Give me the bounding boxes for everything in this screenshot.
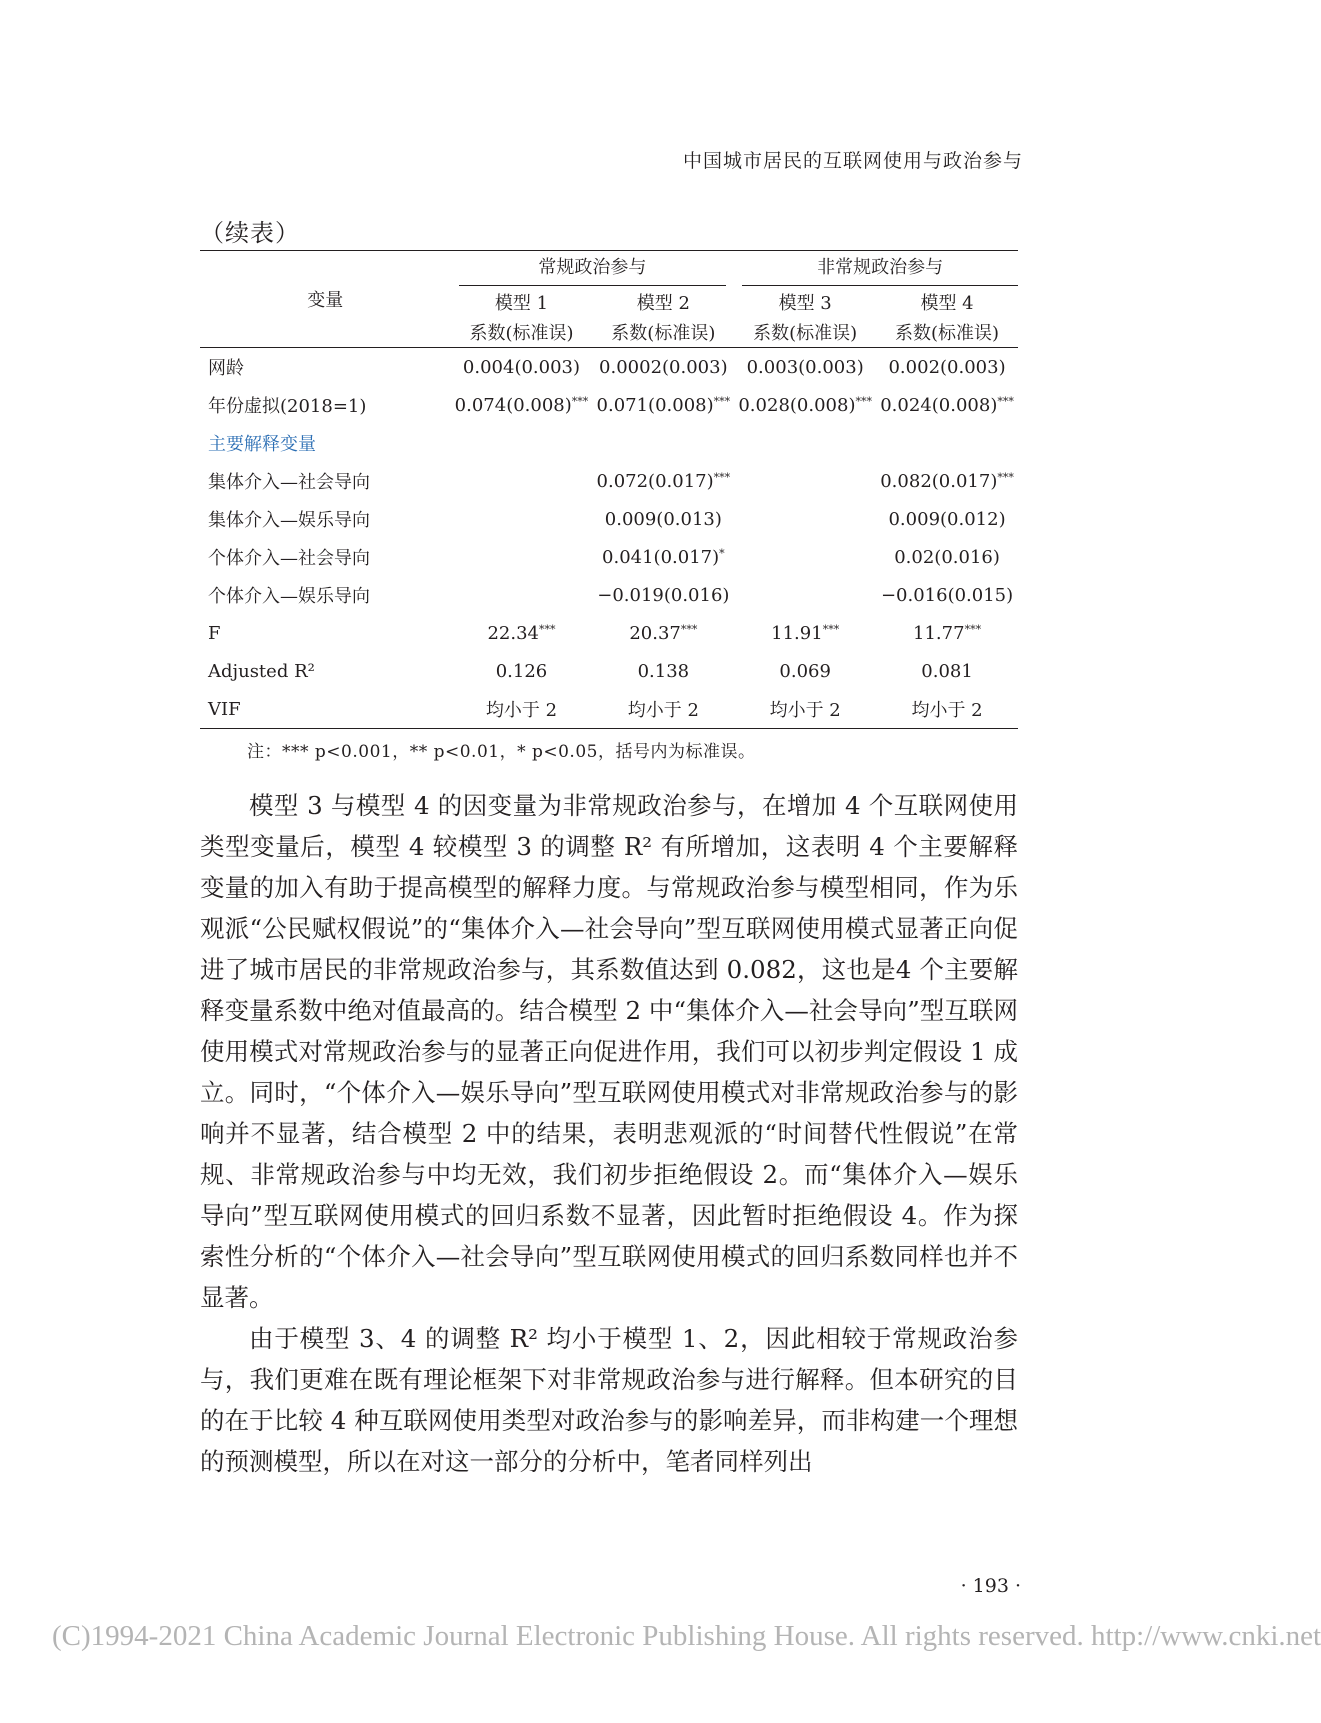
significance-marker: *** [680,622,698,636]
cell-value: 0.041(0.017) [602,546,720,568]
cell-value: 均小于 2 [485,700,558,721]
table-cell [734,576,876,614]
row-label: F [208,622,221,644]
table-row [200,538,1018,576]
table-cell [592,538,734,576]
table-row [200,690,1018,729]
cell-value: 0.009(0.012) [888,508,1006,530]
row-label: 个体介入—社会导向 [208,548,370,569]
model-header: 模型 1 [494,293,549,314]
row-label: 个体介入—娱乐导向 [208,586,370,607]
table-note: 注：*** p<0.001，** p<0.01，* p<0.05，括号内为标准误。 [247,742,756,762]
body-text [200,785,1018,1482]
table-row [200,500,1018,538]
table-cell [734,348,876,387]
table-cell [592,462,734,500]
table-cell [876,462,1018,500]
cell-value: 0.138 [637,660,690,682]
cell-value: −0.019(0.016) [597,584,730,606]
cell-value: 0.072(0.017) [596,470,714,492]
table-cell [592,500,734,538]
significance-marker: *** [855,394,872,408]
table-cell [592,576,734,614]
cell-value: 0.126 [495,660,548,682]
significance-marker: *** [964,622,982,636]
paragraph: 由于模型 3、4 的调整 R² 均小于模型 1、2，因此相较于常规政治参与，我们更难在既有理论框架下对非常规政治参与进行解释。但本研究的目的在于比较 4 种互联网使用类型对政治参与的影响差异，而非构建一个理想的预测模型，所以在对这一部分的分析中，笔者同样列出 [200,1324,1018,1476]
table-cell [876,576,1018,614]
row-label: VIF [208,698,241,720]
table-cell [451,500,593,538]
copyright-watermark: (C)1994-2021 China Academic Journal Electronic Publishing House. All rights reserved. http://www.cnki.net [52,1620,1321,1652]
cell-value: 均小于 2 [911,700,983,721]
table-cell [451,348,593,387]
significance-marker: *** [571,394,589,408]
cell-value: 0.028(0.008) [738,394,856,416]
table-continued-label: （续表） [200,219,300,247]
cell-value: 0.074(0.008) [454,394,572,416]
cell-value: 0.024(0.008) [880,394,998,416]
table-cell [592,690,734,729]
table-body [200,348,1018,729]
table-cell [592,424,734,462]
table-cell [451,386,593,424]
table-cell [451,576,593,614]
table-cell [451,424,593,462]
significance-marker: *** [539,622,556,636]
table-cell [734,652,876,690]
significance-marker: *** [713,470,731,484]
table-cell [451,690,593,729]
regression-table [200,250,1018,729]
row-label: 集体介入—娱乐导向 [208,510,370,531]
section-label: 主要解释变量 [208,434,316,455]
cell-value: 均小于 2 [769,700,841,721]
model-header: 模型 4 [920,293,974,314]
table-cell [876,500,1018,538]
table-cell [876,652,1018,690]
table-cell [876,386,1018,424]
table-cell [451,538,593,576]
regression-table-grid [200,250,1018,729]
significance-marker: *** [997,470,1014,484]
table-row [200,424,1018,462]
table-cell [592,386,734,424]
model-header: 模型 3 [778,293,832,314]
table-cell [592,652,734,690]
cell-value: 0.071(0.008) [596,394,714,416]
group-header-conventional [451,251,735,288]
table-cell [876,424,1018,462]
group-header-unconventional [734,251,1018,288]
cell-value: 11.91 [771,622,823,644]
cell-value: −0.016(0.015) [880,584,1014,606]
table-cell [734,386,876,424]
paragraph: 模型 3 与模型 4 的因变量为非常规政治参与，在增加 4 个互联网使用类型变量后，模型 4 较模型 3 的调整 R² 有所增加，这表明 4 个主要解释变量的加入有助于提高模型的解释力度。与常规政治参与模型相同，作为乐观派“公民赋权假说”的“集体介入—社会导向”型互联网使用模式显著正向促进了城市居民的非常规政治参与，其系数值达到 0.082，这也是4 个主要解释变量系数中绝对值最高的。结合模型 2 中“集体介入—社会导向”型互联网使用模式对常规政治参与的显著正向促进作用，我们可以初步判定假设 1 成立。同时，“个体介入—娱乐导向”型互联网使用模式对非常规政治参与的影响并不显著，结合模型 2 中的结果，表明悲观派的“时间替代性假说”在常规、非常规政治参与中均无效，我们初步拒绝假设 2。而“集体介入—娱乐导向”型互联网使用模式的回归系数不显著，因此暂时拒绝假设 4。作为探索性分析的“个体介入—社会导向”型互联网使用模式的回归系数同样也并不显著。 [200,791,1018,1312]
model-header: 模型 2 [636,293,690,314]
table-cell [451,462,593,500]
coef-header: 系数(标准误) [895,323,1000,344]
significance-marker: *** [997,394,1014,408]
table-row [200,652,1018,690]
running-header: 中国城市居民的互联网使用与政治参与 [682,150,1023,172]
coef-header: 系数(标准误) [469,323,574,344]
cell-value: 均小于 2 [627,700,699,721]
row-label: 网龄 [208,358,244,379]
cell-value: 11.77 [913,622,965,644]
cell-value: 22.34 [487,622,539,644]
coef-header: 系数(标准误) [611,323,716,344]
page-number: · 193 · [960,1575,1021,1597]
table-cell [734,614,876,652]
cell-value: 0.002(0.003) [888,356,1006,378]
cell-value: 0.004(0.003) [462,356,581,378]
table-cell [876,614,1018,652]
group-header-unconventional-label: 非常规政治参与 [742,253,1018,286]
cell-value: 0.082(0.017) [880,470,998,492]
cell-value: 20.37 [629,622,681,644]
table-row [200,348,1018,387]
significance-marker: *** [822,622,840,636]
table-cell [734,538,876,576]
coef-header: 系数(标准误) [753,323,858,344]
table-cell [734,690,876,729]
row-label: Adjusted R² [208,660,315,682]
table-cell [876,538,1018,576]
table-cell [592,348,734,387]
table-cell [876,348,1018,387]
significance-marker: *** [713,394,731,408]
table-cell [876,690,1018,729]
cell-value: 0.0002(0.003) [599,356,728,378]
cell-value: 0.003(0.003) [746,356,864,378]
table-cell [734,500,876,538]
table-cell [451,652,593,690]
cell-value: 0.081 [921,660,973,682]
table-cell [451,614,593,652]
table-cell [734,424,876,462]
table-cell [592,614,734,652]
table-row [200,386,1018,424]
cell-value: 0.069 [779,660,831,682]
row-label: 集体介入—社会导向 [208,472,370,493]
significance-marker: * [719,546,725,560]
cell-value: 0.02(0.016) [894,546,1000,568]
row-label: 年份虚拟(2018=1) [208,396,367,417]
table-row [200,614,1018,652]
variable-header: 变量 [200,251,451,348]
table-cell [734,462,876,500]
table-row [200,576,1018,614]
group-header-conventional-label: 常规政治参与 [459,253,727,286]
table-row [200,462,1018,500]
cell-value: 0.009(0.013) [604,508,722,530]
